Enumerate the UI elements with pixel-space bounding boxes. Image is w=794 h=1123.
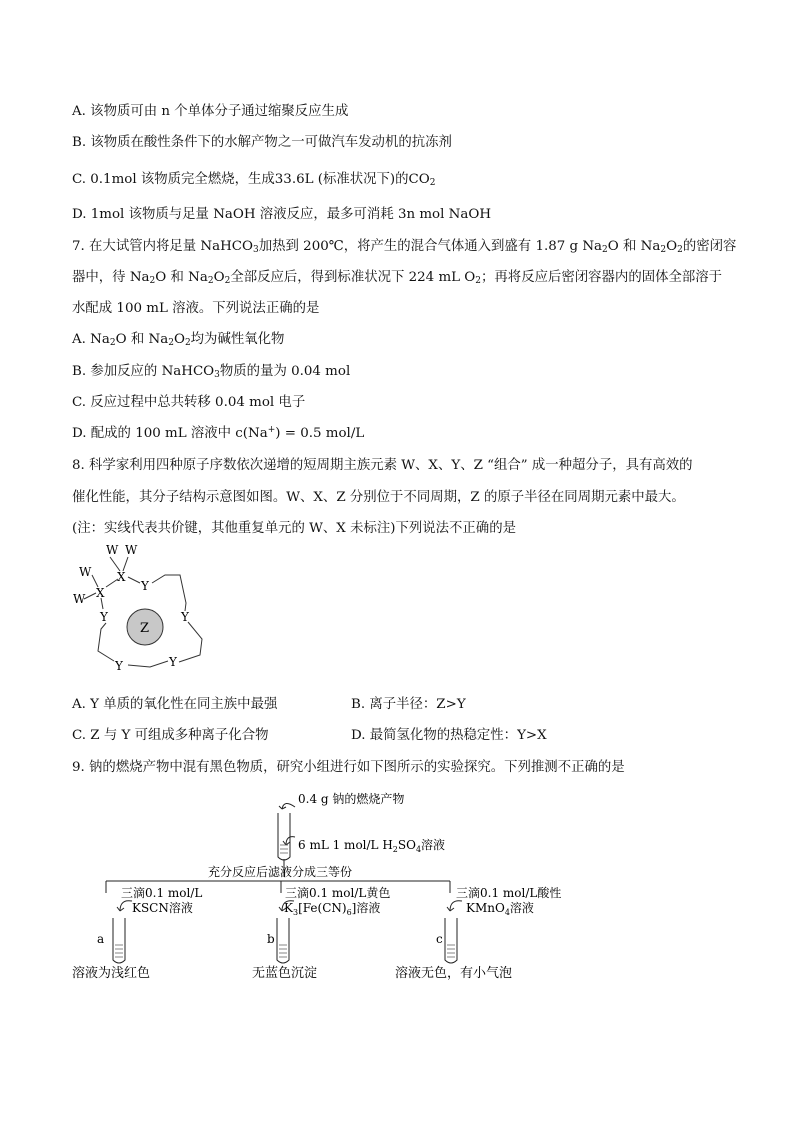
y-label: Y — [115, 659, 123, 673]
acid-text: 6 mL 1 mol/L H — [298, 838, 393, 852]
q6-option-c-sub: 2 — [429, 178, 436, 188]
q7-option-d — [72, 425, 364, 443]
mid-sub: 3 — [292, 908, 299, 917]
q7-sub: 3 — [214, 370, 220, 380]
q7-text: 加热到 200℃，将产生的混合气体通入到盛有 1.87 g Na — [258, 239, 603, 254]
q7-text: O 和 Na — [115, 332, 169, 347]
q7-text: O 和 Na — [607, 239, 661, 254]
acid-text: SO — [397, 838, 416, 852]
q7-text: ) = 0.5 mol/L — [275, 426, 365, 441]
q7-sub: 2 — [677, 245, 683, 255]
mid-sub: 6 — [346, 908, 352, 917]
q7-sup: + — [267, 425, 276, 435]
w-label: W — [125, 543, 138, 557]
q8-stem-line2: 催化性能，其分子结构示意图如图。W、X、Z 分别位于不同周期，Z 的原子半径在同周期元素中最大。 — [72, 490, 685, 505]
q7-sub: 2 — [207, 276, 214, 286]
acid-sub: 4 — [415, 845, 422, 854]
y-label: Y — [100, 610, 108, 624]
q7-sub: 2 — [224, 276, 231, 286]
q7-option-b — [72, 363, 350, 381]
q6-option-c-text: C. 0.1mol 该物质完全燃烧，生成33.6L (标准状况下)的CO — [72, 172, 430, 187]
mid-text: [Fe(CN) — [298, 901, 347, 915]
q8-option-c: C. Z 与 Y 可组成多种离子化合物 — [72, 728, 269, 743]
q7-sub: 2 — [184, 338, 191, 348]
q7-text: 的密闭容 — [682, 239, 737, 254]
q8-stem-line1: 8. 科学家利用四种原子序数依次递增的短周期主族元素 W、X、Y、Z “组合” 成一种超分子，具有高效的 — [72, 458, 693, 473]
acid-text: 溶液 — [421, 838, 446, 852]
q8-structure-diagram — [70, 543, 230, 683]
z-label: Z — [140, 621, 150, 636]
q7-text: 均为碱性氧化物 — [190, 332, 285, 347]
acid-label — [298, 837, 445, 854]
w-label: W — [106, 543, 119, 557]
q7-text: D. 配成的 100 mL 溶液中 c(Na — [72, 426, 268, 441]
q8-option-a: A. Y 单质的氧化性在同主族中最强 — [72, 697, 278, 712]
y-label: Y — [181, 610, 189, 624]
q7-option-c: C. 反应过程中总共转移 0.04 mol 电子 — [72, 395, 306, 410]
q7-text: 器中，待 Na — [72, 270, 150, 285]
tube-a-label: a — [97, 932, 105, 946]
q7-text: O — [173, 332, 185, 347]
right-text: KMnO — [466, 901, 505, 915]
q7-stem-line2 — [72, 269, 722, 287]
q7-sub: 2 — [660, 245, 667, 255]
w-label: W — [79, 565, 92, 579]
mid-reagent-label: 三滴0.1 mol/L黄色 — [285, 886, 391, 900]
left-reagent-label: 三滴0.1 mol/L — [121, 886, 203, 900]
q7-text: O 和 Na — [155, 270, 208, 285]
q7-text: 物质的量为 0.04 mol — [219, 364, 351, 379]
q7-text: 全部反应后，得到标准状况下 224 mL O — [230, 270, 476, 285]
q7-sub: 2 — [149, 276, 156, 286]
tube-b-label: b — [267, 932, 275, 946]
y-label: Y — [141, 579, 149, 593]
right-text: 溶液 — [509, 901, 534, 915]
mid-text: K — [284, 901, 293, 915]
left-reagent-label: KSCN溶液 — [132, 901, 193, 915]
result-b-label: 无蓝色沉淀 — [252, 966, 318, 981]
q6-option-a: A. 该物质可由 n 个单体分子通过缩聚反应生成 — [72, 104, 349, 119]
q7-sub: 3 — [253, 245, 259, 255]
q6-option-c — [72, 171, 436, 189]
y-label: Y — [169, 655, 177, 669]
q7-text: B. 参加反应的 NaHCO — [72, 364, 215, 379]
split-label: 充分反应后滤液分成三等份 — [208, 865, 353, 879]
mid-reagent-label — [284, 900, 380, 917]
tube-c-label: c — [436, 932, 443, 946]
result-a-label: 溶液为浅红色 — [72, 966, 151, 981]
q7-option-a — [72, 331, 284, 349]
q9-experiment-diagram — [60, 785, 580, 995]
q7-text: ；再将反应后密闭容器内的固体全部溶于 — [481, 270, 723, 285]
q7-sub: 2 — [602, 245, 608, 255]
q6-option-b: B. 该物质在酸性条件下的水解产物之一可做汽车发动机的抗冻剂 — [72, 135, 452, 150]
result-c-label: 溶液无色，有小气泡 — [395, 966, 513, 981]
q7-text: O — [213, 270, 225, 285]
top-reagent-label: 0.4 g 钠的燃烧产物 — [298, 792, 405, 806]
q8-option-d: D. 最简氢化物的热稳定性：Y>X — [351, 728, 547, 743]
x-label: X — [96, 586, 105, 600]
q7-text: A. Na — [72, 332, 110, 347]
w-label: W — [73, 592, 86, 606]
q7-text: O — [666, 239, 678, 254]
q7-sub: 2 — [109, 338, 116, 348]
q7-sub: 2 — [168, 338, 174, 348]
right-reagent-label: 三滴0.1 mol/L酸性 — [456, 886, 562, 900]
q6-option-d: D. 1mol 该物质与足量 NaOH 溶液反应，最多可消耗 3n mol NaOH — [72, 207, 492, 222]
q8-option-b: B. 离子半径：Z>Y — [351, 697, 466, 712]
q9-stem: 9. 钠的燃烧产物中混有黑色物质，研究小组进行如下图所示的实验探究。下列推测不正确的是 — [72, 760, 625, 775]
acid-sub: 2 — [392, 845, 398, 854]
right-reagent-label — [466, 900, 534, 917]
q7-stem-line1 — [72, 238, 736, 256]
x-label: X — [117, 570, 126, 584]
q7-text: 7. 在大试管内将足量 NaHCO — [72, 239, 254, 254]
mid-text: ]溶液 — [351, 901, 381, 915]
q7-stem-line3: 水配成 100 mL 溶液。下列说法正确的是 — [72, 301, 320, 316]
right-sub: 4 — [504, 908, 510, 917]
q8-stem-line3: (注：实线代表共价键，其他重复单元的 W、X 未标注)下列说法不正确的是 — [72, 521, 516, 536]
q7-sub: 2 — [475, 276, 482, 286]
